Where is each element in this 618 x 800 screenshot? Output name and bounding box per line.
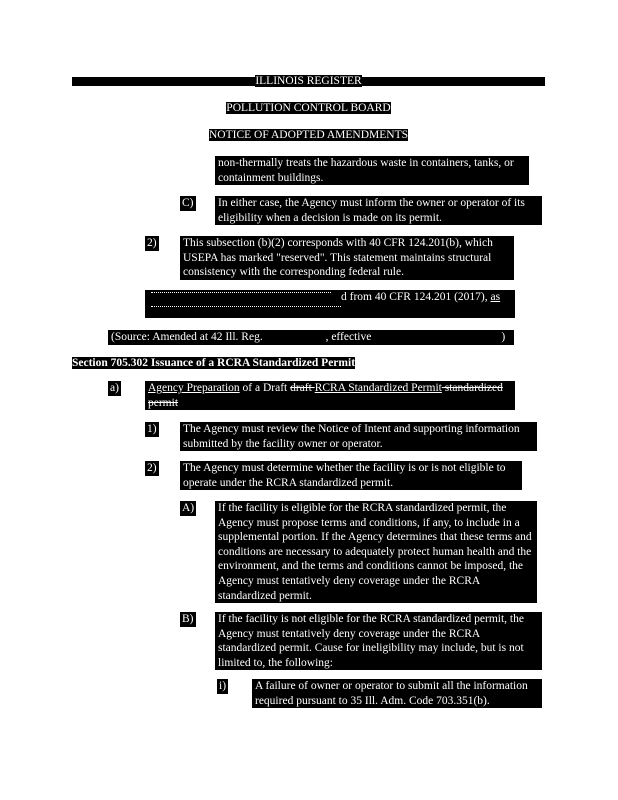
board-note-visible: d from 40 CFR 124.201 (2017), as xyxy=(341,291,501,303)
register-title-text: ILLINOIS REGISTER xyxy=(255,75,362,87)
section-heading-text: Section 705.302 Issuance of a RCRA Standardized Permit xyxy=(72,357,356,369)
item-B-text: If the facility is not eligible for the RCRA standardized permit, the Agency must tentatively deny coverage under the RCRA standardized permit. Cause for ineligibility may include, but is not limited to, the following: xyxy=(218,613,524,669)
item-a-label: a) xyxy=(110,382,119,394)
board-title xyxy=(72,101,545,116)
item-i-label: i) xyxy=(219,680,227,692)
source-end: ) xyxy=(501,331,506,343)
item-c-text: In either case, the Agency must inform the owner or operator of its eligibility when a decision is made on its permit. xyxy=(218,197,525,224)
board-title-text: POLLUTION CONTROL BOARD xyxy=(226,102,391,114)
notice-title-text: NOTICE OF ADOPTED AMENDMENTS xyxy=(208,129,409,141)
continuation-paragraph xyxy=(215,156,529,185)
dots-row-2 xyxy=(151,306,341,309)
register-title xyxy=(72,74,545,89)
continuation-text: non-thermally treats the hazardous waste in containers, tanks, or containment buildings. xyxy=(218,157,514,184)
source-line xyxy=(108,330,514,345)
item-B-paragraph xyxy=(215,612,542,670)
item-a2-label: 2) xyxy=(147,462,157,474)
item-a1-text: The Agency must review the Notice of Intent and supporting information submitted by the facility owner or operator. xyxy=(183,423,520,450)
item-a-strike2: standardized permit xyxy=(148,382,503,409)
item-2-top-label: 2) xyxy=(147,237,157,249)
redaction-box xyxy=(145,290,340,318)
item-a-part1: Agency Preparation xyxy=(148,382,240,394)
source-prefix: (Source: Amended at 42 Ill. Reg. xyxy=(111,331,266,343)
source-middle: , effective xyxy=(325,331,372,343)
item-A-paragraph xyxy=(215,501,537,603)
item-a1-label: 1) xyxy=(147,423,157,435)
item-A-label: A) xyxy=(182,502,195,514)
item-c-label: C) xyxy=(182,197,194,209)
item-a-paragraph xyxy=(145,381,515,410)
item-2-top-text: This subsection (b)(2) corresponds with 40 CFR 124.201(b), which USEPA has marked "reserved". This statement maintains structural consistency with the corresponding federal rule. xyxy=(183,237,493,279)
notice-title xyxy=(72,128,545,143)
item-c-paragraph xyxy=(215,196,542,225)
item-2-top-paragraph xyxy=(180,236,514,280)
item-a-part2: of a Draft xyxy=(239,382,291,394)
board-note xyxy=(145,290,515,318)
dots-row-1 xyxy=(151,292,331,295)
item-A-text: If the facility is eligible for the RCRA standardized permit, the Agency must propose terms and conditions, if any, to include in a supplemental portion. If the Agency determines that these terms and conditions are necessary to adequately protect human health and the environment, and the terms and conditions cannot be imposed, the Agency must tentatively deny coverage under the RCRA standardized permit. xyxy=(218,502,532,602)
item-B-label: B) xyxy=(182,613,194,625)
item-a2-text: The Agency must determine whether the facility is or is not eligible to operate under the RCRA standardized permit. xyxy=(183,462,506,489)
item-a-part3: RCRA Standardized Permit xyxy=(314,382,442,394)
item-a2-paragraph xyxy=(180,461,522,490)
item-i-paragraph xyxy=(252,679,542,708)
item-a-strike1: draft xyxy=(290,382,315,394)
section-heading xyxy=(72,356,355,371)
item-i-text: A failure of owner or operator to submit all the information required pursuant to 35 Ill. Adm. Code 703.351(b). xyxy=(255,680,528,707)
item-a1-paragraph xyxy=(180,422,537,451)
